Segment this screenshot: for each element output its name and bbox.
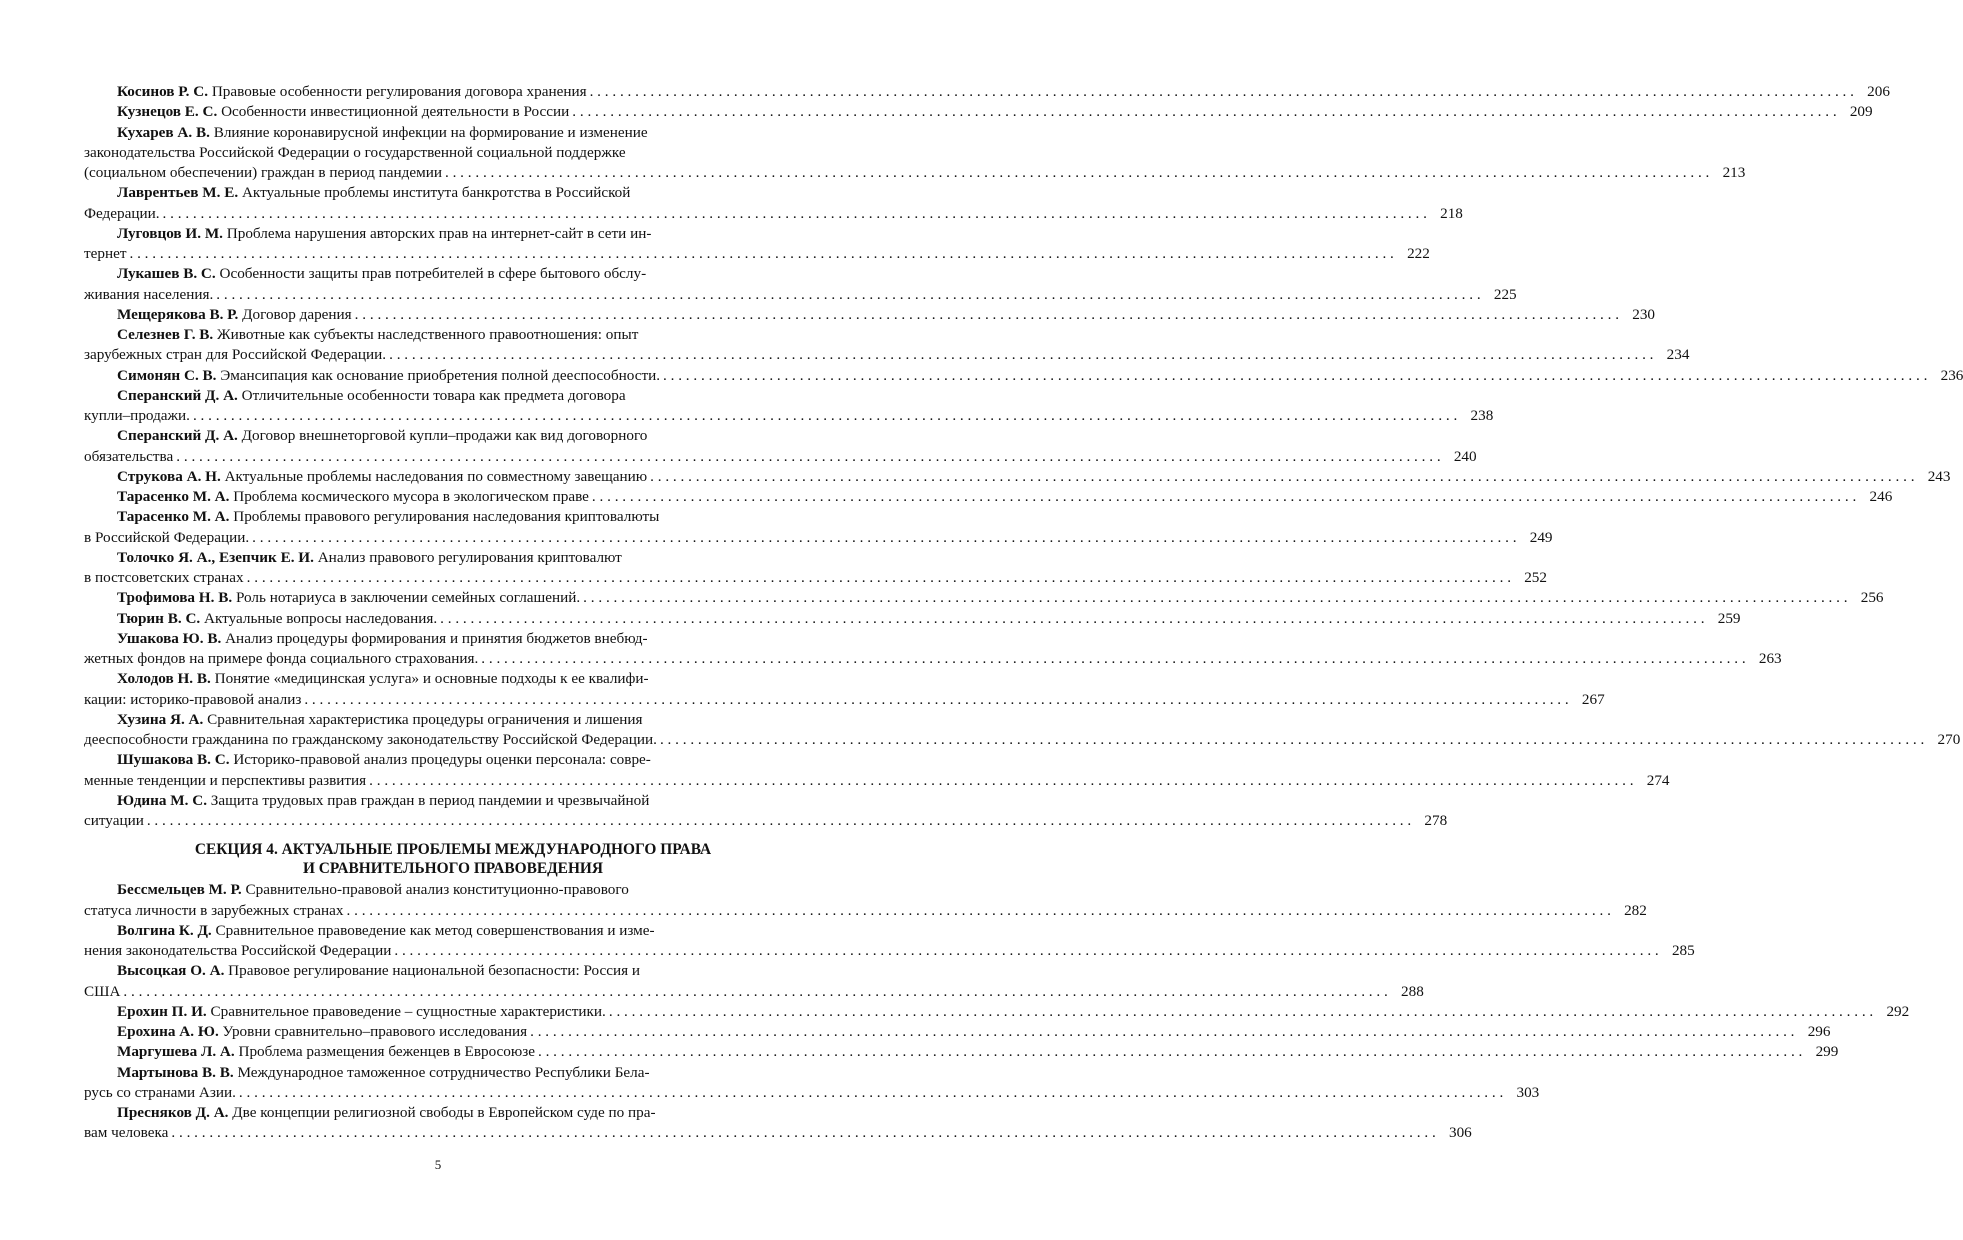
toc-page-number: 246 [1869,488,1893,505]
toc-title: Правовое регулирование национальной безопасности: Россия и [228,962,641,980]
toc-author: Юдина М. С. [117,791,207,809]
dot-leader [369,771,1633,791]
toc-author: Симонян С. В. [117,366,217,384]
toc-author: Холодов Н. В. [117,670,211,688]
toc-entry [84,366,1963,386]
toc-entry [84,921,1695,962]
toc-entry [84,183,1463,224]
toc-entry-line [84,102,1873,122]
toc-title: Сравнительное правоведение – сущностные характеристики. [210,1002,606,1020]
toc-entry [84,386,1494,427]
toc-title: вам человека [84,1124,169,1142]
toc-entry-line [84,730,1961,750]
toc-title: ситуации [84,812,144,829]
dot-leader [171,1123,1435,1143]
dot-leader [663,366,1927,386]
toc-author: Шушакова В. С. [117,751,230,769]
toc-title: Правовые особенности регулирования договора хранения [211,83,587,100]
toc-author: Ерохин П. И. [117,1002,207,1020]
toc-title: статуса личности в зарубежных странах [84,901,344,919]
toc-entry [84,629,1782,670]
toc-entry-line [84,791,792,811]
dot-leader [572,102,1836,122]
toc-title: Сравнительно-правовой анализ конституционно-правового [245,881,629,899]
toc-entry-line [84,507,792,527]
toc-title: (социальном обеспечении) граждан в период пандемии [84,164,442,181]
toc-title: Отличительные особенности товара как предмета договора [241,386,626,404]
toc-page-number: 288 [1401,982,1424,1000]
toc-page-number: 270 [1937,731,1961,748]
toc-entry [84,102,1873,122]
toc-entry-line [84,771,1670,791]
toc-entry-line [84,487,1893,507]
toc-entry-line [84,649,1782,669]
toc-page-number: 296 [1807,1023,1831,1040]
dot-leader [252,528,1516,548]
toc-author: Ерохина А. Ю. [117,1023,219,1040]
toc-page [84,82,1963,1144]
toc-entry-line [84,143,792,163]
toc-title: Особенности защиты прав потребителей в сфере бытового обслу- [219,265,647,283]
toc-entry [84,961,1424,1002]
toc-title: купли–продажи. [84,407,190,424]
toc-title: Особенности инвестиционной деятельности в России [221,103,570,121]
toc-page-number: 236 [1940,366,1963,384]
toc-author: Лукашев В. С. [117,265,216,283]
toc-entry-line [84,224,792,244]
toc-page-number: 213 [1722,164,1746,181]
toc-author: Толочко Я. А., Езепчик Е. И. [117,548,314,566]
toc-entry-line [84,669,792,689]
toc-entry-line [84,690,1605,710]
toc-entry [84,609,1741,629]
toc-author: Тарасенко М. А. [117,508,230,526]
toc-page-number: 218 [1440,204,1463,222]
dot-leader [176,447,1440,467]
toc-entry [84,710,1961,751]
toc-title: в постсоветских странах [84,569,244,586]
toc-author: Ушакова Ю. В. [117,629,222,647]
toc-entry-line [84,264,792,284]
toc-entry-line [84,982,1424,1002]
toc-entry-line [84,1042,1839,1062]
toc-entry [84,426,1477,467]
toc-title: Историко-правовой анализ процедуры оценки персонала: совре- [233,751,651,769]
toc-page-number: 303 [1516,1083,1540,1101]
dot-leader [440,609,1704,629]
toc-entry-line [84,406,1494,426]
dot-leader [193,406,1457,426]
toc-page-number: 274 [1646,771,1670,789]
toc-author: Тарасенко М. А. [117,488,230,505]
toc-entry-line [84,941,1695,961]
toc-title: живания населения. [84,285,214,303]
toc-page-number: 234 [1666,346,1690,364]
dot-leader [592,487,1856,507]
dot-leader [147,811,1411,831]
toc-title: кации: историко-правовой анализ [84,690,302,708]
toc-page-number: 230 [1632,305,1656,323]
toc-author: Хузина Я. А. [117,710,204,728]
toc-title: Сравнительное правоведение как метод совершенствования и изме- [215,921,655,939]
toc-list-civil-law [84,82,1963,831]
toc-entry [84,1042,1839,1062]
dot-leader [129,244,1393,264]
toc-entry-line [84,710,792,730]
toc-title: русь со странами Азии. [84,1083,236,1101]
toc-title: Две концепции религиозной свободы в Европейском суде по пра- [232,1104,656,1121]
toc-entry [84,123,1746,184]
toc-entry-line [84,244,1430,264]
toc-page-number: 252 [1524,569,1547,586]
toc-entry-line [84,1083,1540,1103]
toc-title: США [84,982,121,1000]
toc-entry-line [84,811,1448,831]
toc-author: Сперанский Д. А. [117,427,238,445]
toc-entry-line [84,345,1690,365]
toc-entry-line [84,750,792,770]
toc-title: Животные как субъекты наследственного правоотношения: опыт [217,326,639,343]
toc-title: Понятие «медицинская услуга» и основные подходы к ее квалифи- [214,670,649,688]
dot-leader [660,730,1924,750]
toc-title: в Российской Федерации. [84,528,250,546]
dot-leader [389,345,1653,365]
toc-entry-line [84,629,792,649]
dot-leader [445,163,1709,183]
toc-entry [84,224,1430,265]
toc-entry-line [84,325,792,345]
toc-author: Трофимова Н. В. [117,589,233,607]
toc-title: Влияние коронавирусной инфекции на формирование и изменение [213,123,648,141]
toc-entry-line [84,548,792,568]
toc-entry-line [84,880,792,900]
dot-leader [530,1022,1794,1042]
toc-title: Проблема космического мусора в экологическом праве [233,488,589,505]
toc-page-number: 206 [1867,83,1890,100]
toc-page-number: 267 [1581,690,1605,708]
toc-author: Косинов Р. С. [117,83,209,100]
toc-entry-line [84,467,1951,487]
section-heading [114,840,792,878]
toc-page-number: 222 [1407,245,1430,262]
toc-entry [84,548,1547,589]
toc-title: Эмансипация как основание приобретения полной дееспособности. [220,366,661,384]
toc-entry-line [84,1103,792,1123]
dot-leader [590,82,1854,102]
toc-page-number: 259 [1717,609,1741,627]
toc-title: Проблема размещения беженцев в Евросоюзе [238,1043,535,1061]
toc-title: обязательства [84,447,174,465]
toc-entry-line [84,366,1963,386]
toc-author: Луговцов И. М. [117,224,223,242]
toc-title: жетных фондов на примере фонда социального страхования. [84,650,479,667]
toc-entry [84,880,1647,921]
toc-title: зарубежных стран для Российской Федерации. [84,346,387,364]
toc-entry-line [84,82,1890,102]
toc-title: Федерации. [84,204,160,222]
dot-leader [650,467,1914,487]
toc-entry-line [84,1123,1472,1143]
dot-leader [304,690,1568,710]
dot-leader [347,901,1611,921]
toc-entry [84,507,1553,548]
toc-entry [84,82,1890,102]
toc-page-number: 278 [1424,812,1448,829]
toc-entry-line [84,588,1884,608]
toc-title: Договор дарения [242,305,352,323]
toc-author: Пресняков Д. А. [117,1104,229,1121]
toc-entry [84,1063,1540,1104]
section-heading-line1: СЕКЦИЯ 4. АКТУАЛЬНЫЕ ПРОБЛЕМЫ МЕЖДУНАРОДНОГО ПРАВА [194,841,712,859]
toc-author: Лаврентьев М. Е. [117,184,239,202]
toc-entry-line [84,386,792,406]
toc-page-number: 225 [1493,285,1517,303]
toc-author: Волгина К. Д. [117,921,212,939]
toc-title: Актуальные проблемы наследования по совместному завещанию [224,467,648,485]
toc-title: законодательства Российской Федерации о государственной социальной поддержке [84,143,626,161]
dot-leader [247,568,1511,588]
toc-entry [84,264,1517,305]
toc-page-number: 292 [1886,1002,1910,1020]
toc-list-international-law [84,880,1910,1143]
toc-title: Защита трудовых прав граждан в период пандемии и чрезвычайной [210,791,650,809]
toc-title: Анализ процедуры формирования и принятия бюджетов внебюд- [225,629,648,647]
toc-title: дееспособности гражданина по гражданскому законодательству Российской Федерации. [84,731,657,748]
toc-entry-line [84,305,1656,325]
toc-title: нения законодательства Российской Федерации [84,942,392,959]
toc-entry-line [84,921,792,941]
toc-title: Анализ правового регулирования криптовалют [317,548,622,566]
dot-leader [123,982,1387,1002]
toc-page-number: 282 [1624,901,1647,919]
toc-entry-line [84,163,1746,183]
toc-entry-line [84,1022,1831,1042]
toc-entry [84,1103,1472,1144]
page-number: 5 [434,1157,442,1172]
toc-entry-line [84,447,1477,467]
toc-page-number: 209 [1849,103,1873,121]
dot-leader [481,649,1745,669]
toc-author: Сперанский Д. А. [117,386,238,404]
toc-author: Бессмельцев М. Р. [117,881,242,899]
toc-author: Кузнецов Е. С. [117,103,218,121]
dot-leader [163,204,1427,224]
toc-entry [84,305,1656,325]
dot-leader [609,1002,1873,1022]
toc-entry [84,1002,1910,1022]
toc-author: Кухарев А. В. [117,123,210,141]
toc-entry [84,669,1605,710]
dot-leader [538,1042,1802,1062]
toc-entry [84,1022,1831,1042]
toc-title: Роль нотариуса в заключении семейных соглашений. [235,589,581,607]
toc-page-number: 263 [1758,650,1782,667]
toc-title: менные тенденции и перспективы развития [84,771,367,789]
toc-page-number: 299 [1815,1043,1839,1061]
toc-entry [84,588,1884,608]
dot-leader [583,588,1847,608]
toc-page-number: 249 [1529,528,1553,546]
toc-title: Международное таможенное сотрудничество Республики Бела- [237,1063,650,1081]
toc-entry-line [84,285,1517,305]
toc-title: Договор внешнеторговой купли–продажи как вид договорного [241,427,648,445]
toc-entry-line [84,123,792,143]
toc-page-number: 238 [1470,407,1494,424]
toc-entry-line [84,528,1553,548]
toc-page-number: 285 [1671,942,1695,959]
toc-page-number: 243 [1927,467,1951,485]
toc-entry-line [84,426,792,446]
dot-leader [216,285,1480,305]
toc-entry-line [84,183,792,203]
toc-page-number: 256 [1860,589,1884,607]
section-heading-line2: И СРАВНИТЕЛЬНОГО ПРАВОВЕДЕНИЯ [302,860,604,878]
toc-title: тернет [84,245,127,262]
toc-entry [84,487,1893,507]
toc-entry-line [84,961,792,981]
toc-author: Струкова А. Н. [117,467,221,485]
toc-page-number: 240 [1453,447,1477,465]
toc-entry [84,791,1448,832]
toc-title: Актуальные вопросы наследования. [204,609,438,627]
toc-entry-line [84,1002,1910,1022]
toc-author: Мещерякова В. Р. [117,305,239,323]
toc-page-number: 306 [1448,1124,1472,1142]
toc-entry [84,750,1670,791]
toc-author: Мартынова В. В. [117,1063,234,1081]
toc-title: Сравнительная характеристика процедуры ограничения и лишения [207,710,643,728]
toc-entry-line [84,568,1547,588]
toc-entry-line [84,204,1463,224]
toc-title: Актуальные проблемы института банкротства в Российской [241,184,631,202]
toc-title: Проблема нарушения авторских прав на интернет-сайт в сети ин- [226,224,652,242]
toc-entry-line [84,609,1741,629]
toc-entry-line [84,901,1647,921]
toc-title: Уровни сравнительно–правового исследования [222,1023,528,1040]
toc-title: Проблемы правового регулирования наследования криптовалюты [233,508,660,526]
dot-leader [355,305,1619,325]
dot-leader [394,941,1658,961]
toc-entry-line [84,1063,792,1083]
toc-entry [84,467,1951,487]
dot-leader [239,1083,1503,1103]
toc-author: Тюрин В. С. [117,609,201,627]
toc-author: Высоцкая О. А. [117,962,225,980]
toc-author: Селезнев Г. В. [117,326,214,343]
toc-author: Маргушева Л. А. [117,1043,235,1061]
toc-entry [84,325,1690,366]
